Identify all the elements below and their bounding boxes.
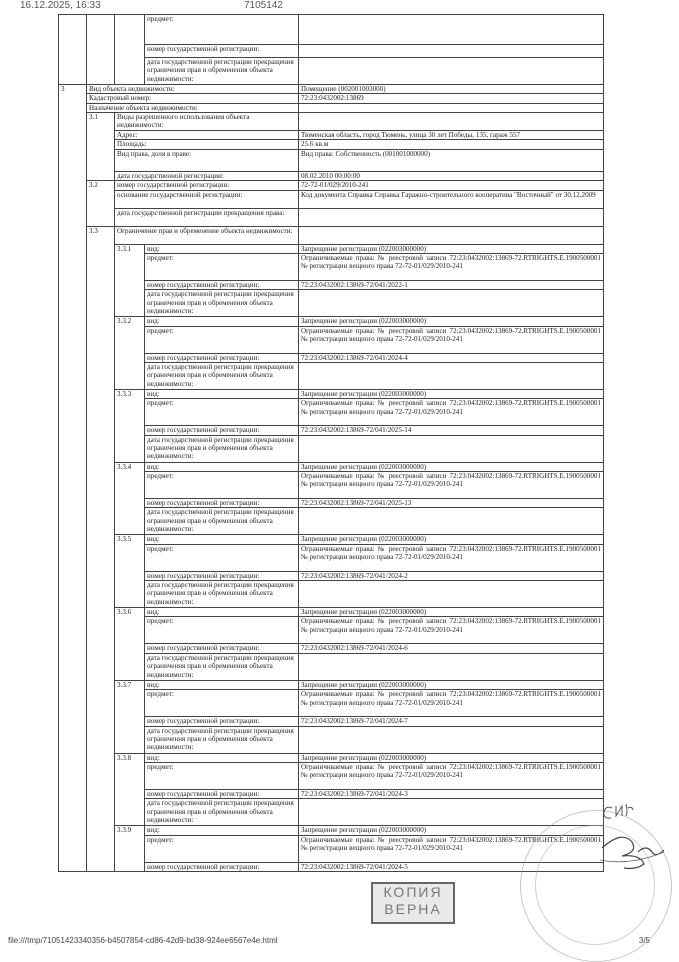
row-label: номер государственной регистрации: [115, 181, 299, 190]
row-value: Ограничиваемые права: № реестровой записи 72:23:0432002:13869-72.RTRIGHTS.E.1900500001 № регистрации вещного права 72-72-01/029/2010-241 [299, 253, 604, 280]
row-label: дата государственной регистрации прекращения ограничения прав и обременения объекта недвижимости: [145, 726, 299, 753]
row-label: Вид права, доля в праве: [115, 149, 299, 171]
row-value: 72:23:0432002:13869-72/041/2024-2 [299, 571, 604, 580]
row-value [299, 435, 604, 462]
row-value [299, 103, 604, 112]
row-value: Ограничиваемые права: № реестровой записи 72:23:0432002:13869-72.RTRIGHTS.E.1900500001 № регистрации вещного права 72-72-01/029/2010-241 [299, 835, 604, 862]
row-value: 72-72-01/029/2010-241 [299, 181, 604, 190]
row-label: предмет: [145, 690, 299, 717]
row-value [299, 653, 604, 680]
page-number: 3/5 [638, 936, 650, 945]
restriction-number: 3.3.7 [115, 680, 145, 753]
row-value: Запрещение регистрации (022003000000) [299, 244, 604, 253]
row-value [299, 45, 604, 58]
row-value: 72:23:0432002:13869-72/041/2025-13 [299, 499, 604, 508]
row-label: предмет: [145, 326, 299, 353]
row-value [299, 113, 604, 131]
row-label: вид: [145, 389, 299, 398]
row-value [299, 508, 604, 535]
row-value: 72:23:0432002:13869-72/041/2024-5 [299, 862, 604, 871]
row-label: номер государственной регистрации: [145, 862, 299, 871]
print-datetime: 16.12.2025, 16:33 [20, 0, 101, 11]
copy-verified-stamp: КОПИЯ ВЕРНА [371, 882, 455, 924]
row-value: Ограничиваемые права: № реестровой записи 72:23:0432002:13869-72.RTRIGHTS.E.1900500001 № регистрации вещного права 72-72-01/029/2010-241 [299, 472, 604, 499]
row-value: Вид права: Собственность (001001000000) [299, 149, 604, 171]
row-label: номер государственной регистрации: [145, 280, 299, 289]
row-value: Ограничиваемые права: № реестровой записи 72:23:0432002:13869-72.RTRIGHTS.E.1900500001 № регистрации вещного права 72-72-01/029/2010-241 [299, 617, 604, 644]
row-value: Ограничиваемые права: № реестровой записи 72:23:0432002:13869-72.RTRIGHTS.E.1900500001 № регистрации вещного права 72-72-01/029/2010-241 [299, 544, 604, 571]
row-label: дата государственной регистрации прекращения ограничения прав и обременения объекта недвижимости: [145, 799, 299, 826]
row-label: предмет: [145, 399, 299, 426]
row-value: 72:23:0432002:13869-72/041/2024-6 [299, 644, 604, 653]
row-label: предмет: [145, 835, 299, 862]
row-value [299, 226, 604, 244]
row-label: дата государственной регистрации прекращения ограничения прав и обременения объекта недвижимости: [145, 581, 299, 608]
row-value: Ограничиваемые права: № реестровой записи 72:23:0432002:13869-72.RTRIGHTS.E.1900500001 № регистрации вещного права 72-72-01/029/2010-241 [299, 690, 604, 717]
row-label: Вид объекта недвижимости: [87, 85, 299, 94]
row-label: вид: [145, 535, 299, 544]
restriction-number: 3.3.1 [115, 244, 145, 317]
restriction-number: 3.3.9 [115, 826, 145, 872]
row-label: основание государственной регистрации: [115, 190, 299, 208]
row-label: дата государственной регистрации: [115, 171, 299, 180]
row-label: вид: [145, 244, 299, 253]
row-value [299, 290, 604, 317]
row-value [299, 58, 604, 85]
row-label: номер государственной регистрации: [145, 45, 299, 58]
row-label: предмет: [145, 762, 299, 789]
row-label: Кадастровый номер: [87, 94, 299, 103]
section-number: 3.2 [87, 181, 115, 226]
row-value: Ограничиваемые права: № реестровой записи 72:23:0432002:13869-72.RTRIGHTS.E.1900500001 № регистрации вещного права 72-72-01/029/2010-241 [299, 762, 604, 789]
restriction-number: 3.3.4 [115, 462, 145, 535]
row-value: Запрещение регистрации (022003000000) [299, 753, 604, 762]
row-label: номер государственной регистрации: [145, 789, 299, 798]
row-label: предмет: [145, 15, 299, 45]
margin-cell [59, 15, 87, 85]
row-label: номер государственной регистрации: [145, 571, 299, 580]
egrn-table [58, 14, 604, 872]
row-label: предмет: [145, 253, 299, 280]
egrn-table-body [59, 15, 604, 872]
row-value: Ограничиваемые права: № реестровой записи 72:23:0432002:13869-72.RTRIGHTS.E.1900500001 № регистрации вещного права 72-72-01/029/2010-241 [299, 326, 604, 353]
row-label: Адрес: [115, 131, 299, 140]
restriction-number: 3.3.5 [115, 535, 145, 608]
row-value: Запрещение регистрации (022003000000) [299, 826, 604, 835]
row-label: Площадь: [115, 140, 299, 149]
row-label: дата государственной регистрации прекращения ограничения прав и обременения объекта недвижимости: [145, 290, 299, 317]
row-value: Запрещение регистрации (022003000000) [299, 389, 604, 398]
section-number: 3 [59, 85, 87, 872]
row-value: Код документа Справка Справка Гаражно-строительного кооператива "Восточный" от 30.12.2009 [299, 190, 604, 208]
row-label: дата государственной регистрации прекращения ограничения прав и обременения объекта недвижимости: [145, 653, 299, 680]
margin-cell [87, 15, 115, 85]
row-value: Ограничиваемые права: № реестровой записи 72:23:0432002:13869-72.RTRIGHTS.E.1900500001 № регистрации вещного права 72-72-01/029/2010-241 [299, 399, 604, 426]
row-value: 72:23:0432002:13869 [299, 94, 604, 103]
row-label: вид: [145, 826, 299, 835]
restriction-number: 3.3.6 [115, 608, 145, 681]
row-label: номер государственной регистрации: [145, 499, 299, 508]
margin-cell [115, 15, 145, 85]
handwritten-signature [598, 800, 668, 890]
restriction-number: 3.3.8 [115, 753, 145, 826]
section-number: 3.1 [87, 113, 115, 181]
row-value [299, 726, 604, 753]
row-label: номер государственной регистрации: [145, 717, 299, 726]
row-label: вид: [145, 608, 299, 617]
row-value: 25.6 кв.м [299, 140, 604, 149]
row-value: 72:23:0432002:13869-72/041/2022-1 [299, 280, 604, 289]
row-label: дата государственной регистрации прекращения права: [115, 208, 299, 226]
row-value: Помещение (002001003000) [299, 85, 604, 94]
row-label: Ограничение прав и обременение объекта недвижимости: [115, 226, 299, 244]
row-label: номер государственной регистрации: [145, 426, 299, 435]
row-label: вид: [145, 462, 299, 471]
section-number: 3.3 [87, 226, 115, 871]
row-value [299, 362, 604, 389]
row-value [299, 581, 604, 608]
row-label: дата государственной регистрации прекращения ограничения прав и обременения объекта недвижимости: [145, 508, 299, 535]
row-value [299, 208, 604, 226]
row-value: 72:23:0432002:13869-72/041/2025-14 [299, 426, 604, 435]
row-value: Запрещение регистрации (022003000000) [299, 608, 604, 617]
row-label: номер государственной регистрации: [145, 353, 299, 362]
row-label: вид: [145, 680, 299, 689]
row-label: Назначение объекта недвижимости: [87, 103, 299, 112]
document-number: 7105142 [244, 0, 283, 11]
row-value: Запрещение регистрации (022003000000) [299, 535, 604, 544]
row-label: предмет: [145, 544, 299, 571]
row-label: дата государственной регистрации прекращения ограничения прав и обременения объекта недвижимости: [145, 362, 299, 389]
row-value: 72:23:0432002:13869-72/041/2024-7 [299, 717, 604, 726]
row-value: 72:23:0432002:13869-72/041/2024-4 [299, 353, 604, 362]
row-label: вид: [145, 317, 299, 326]
print-header [0, 0, 679, 14]
row-label: номер государственной регистрации: [145, 644, 299, 653]
row-label: предмет: [145, 472, 299, 499]
row-label: Виды разрешенного использования объекта недвижимости: [115, 113, 299, 131]
row-value [299, 15, 604, 45]
restriction-number: 3.3.3 [115, 389, 145, 462]
row-value: Тюменская область, город Тюмень, улица 30 лет Победы, 135, гараж 557 [299, 131, 604, 140]
row-value: Запрещение регистрации (022003000000) [299, 680, 604, 689]
row-value: 08.02.2010 00:00:00 [299, 171, 604, 180]
restriction-number: 3.3.2 [115, 317, 145, 390]
row-label: дата государственной регистрации прекращения ограничения прав и обременения объекта недвижимости: [145, 435, 299, 462]
file-url: file:///tmp/71051423340356-b4507854-cd86-42d9-bd38-924ee6567e4e.html [8, 936, 278, 945]
row-label: вид: [145, 753, 299, 762]
row-label: предмет: [145, 617, 299, 644]
row-value: 72:23:0432002:13869-72/041/2024-3 [299, 789, 604, 798]
row-value: Запрещение регистрации (022003000000) [299, 317, 604, 326]
row-label: дата государственной регистрации прекращения ограничения прав и обременения объекта недвижимости: [145, 58, 299, 85]
row-value: Запрещение регистрации (022003000000) [299, 462, 604, 471]
